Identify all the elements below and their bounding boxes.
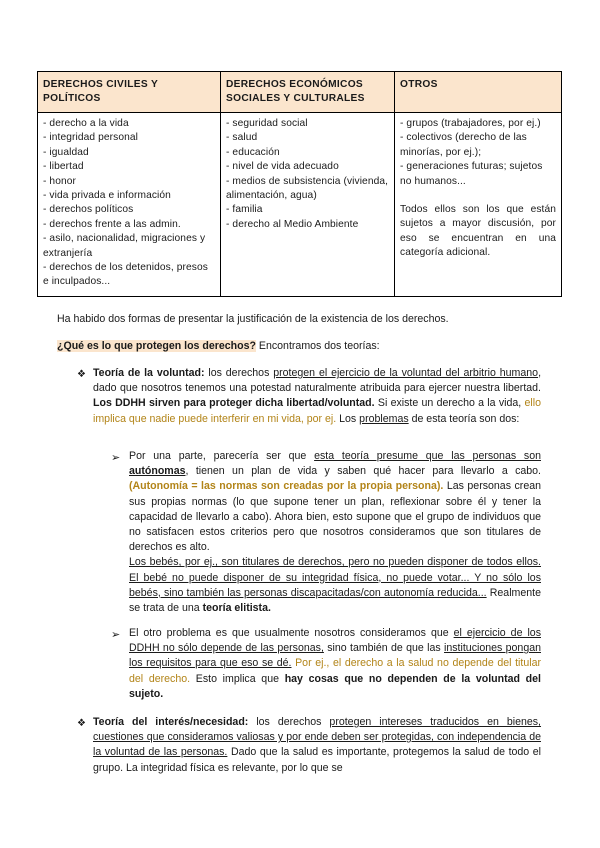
- list-item: - colectivos (derecho de las minorías, por ej.);: [400, 132, 527, 158]
- text-run: Los bebés, por ej., son titulares de derechos, pero no pueden disponer de todos ellos. El bebé no puede disponer de su integridad física, no puede votar... Y no sólo los bebés, sino también las personas discapacitadas/con autonomía reducida...: [129, 556, 541, 599]
- sub-point-autonomia: [129, 449, 541, 616]
- text-run: de esta teoría son dos:: [408, 412, 520, 425]
- text-run: protegen intereses traducidos en bienes, cuestiones que consideramos valiosas y por ende deben ser protegidas, con independencia de la voluntad de las personas.: [93, 716, 542, 759]
- list-item: - derechos políticos: [43, 204, 134, 216]
- list-item: - derechos frente a las admin.: [43, 218, 181, 230]
- list-item: - vida privada e información: [43, 190, 171, 202]
- intro-paragraph: Ha habido dos formas de presentar la justificación de la existencia de los derechos.: [57, 313, 449, 325]
- otros-note: Todos ellos son los que están sujetos a mayor discusión, por eso se encuentran en una categoría adicional.: [400, 204, 556, 259]
- text-run: el ejercicio de los DDHH no sólo depende de las personas,: [129, 627, 541, 655]
- list-item: - honor: [43, 175, 76, 187]
- interes-title: Teoría del interés/necesidad:: [93, 716, 249, 728]
- col-civiles: [38, 113, 221, 297]
- list-item: - medios de subsistencia (vivienda, alimentación, agua): [226, 175, 389, 202]
- list-item: - nivel de vida adecuado: [226, 161, 339, 173]
- text-run: Los: [336, 412, 360, 425]
- text-run: ello implica que nadie puede interferir en mi vida, por ej.: [93, 397, 541, 425]
- text-run: instituciones pongan los requisitos para que eso se dé.: [129, 642, 541, 670]
- list-item: - seguridad social: [226, 118, 308, 129]
- text-run: hay cosas que no dependen de la voluntad del sujeto.: [129, 672, 541, 700]
- header-civiles: DERECHOS CIVILES Y POLÍTICOS: [38, 72, 221, 113]
- rights-table: [37, 71, 562, 297]
- list-item: - generaciones futuras; sujetos no humanos...: [400, 161, 543, 187]
- header-otros: OTROS: [395, 72, 562, 113]
- arrow-bullet-icon: ➢: [111, 629, 121, 641]
- question-highlight: ¿Qué es lo que protegen los derechos?: [57, 340, 256, 352]
- table-header-row: [38, 72, 562, 113]
- arrow-bullet-icon: ➢: [111, 452, 121, 464]
- diamond-bullet-icon: ❖: [77, 369, 86, 380]
- col-economicos: [221, 113, 395, 297]
- text-run: Si existe un derecho a la vida,: [374, 397, 525, 410]
- list-item: - grupos (trabajadores, por ej.): [400, 118, 541, 129]
- header-economicos: DERECHOS ECONÓMICOS SOCIALES Y CULTURALES: [221, 72, 395, 113]
- list-item: - libertad: [43, 161, 84, 173]
- text-run: problemas: [359, 412, 409, 425]
- text-run: , tienen un plan de vida y saben qué hacer para llevarlo a cabo.: [185, 465, 541, 478]
- text-run: esta teoría presume que las personas son: [314, 450, 541, 462]
- text-run: protegen el ejercicio de la voluntad del arbitrio humano: [273, 367, 539, 379]
- text-run: Por ej., el derecho a la salud no depende del titular del derecho.: [129, 657, 541, 685]
- text-run: los derechos: [204, 367, 274, 379]
- list-item: - familia: [226, 204, 263, 216]
- text-run: Dado que la salud es importante, protegemos la salud de todo el grupo. La integridad física es relevante, por lo que se: [93, 746, 541, 774]
- diamond-bullet-icon: ❖: [77, 718, 86, 729]
- text-run: Esto implica que: [190, 672, 285, 685]
- list-item: - salud: [226, 132, 258, 144]
- text-run: El otro problema es que usualmente nosotros consideramos que: [129, 627, 454, 639]
- voluntad-paragraph: [93, 366, 541, 427]
- question-line: [57, 340, 380, 352]
- text-run: sino también de que las: [323, 642, 445, 655]
- text-run: Las personas crean sus propias normas (lo que supone tener un plan, reflexionar sobre él y tener la capacidad de llevarlo a cabo). Ahora bien, esto supone que el grupo de individuos que no satisfacen estos criterios pero que nosotros consideramos que son titulares de derechos es alto.: [129, 480, 541, 554]
- list-item: - derecho a la vida: [43, 118, 129, 129]
- text-run: Por una parte, parecería ser que: [129, 450, 315, 462]
- question-rest: Encontramos dos teorías:: [255, 340, 380, 352]
- list-item: - derechos de los detenidos, presos e inculpados...: [43, 262, 208, 288]
- text-run: los derechos: [248, 716, 330, 728]
- list-item: - igualdad: [43, 146, 89, 158]
- text-run: Realmente se trata de una: [129, 586, 541, 615]
- text-run: (Autonomía = las normas son creadas por la propia persona).: [129, 480, 444, 493]
- list-item: - educación: [226, 146, 280, 158]
- text-run: autónomas: [129, 465, 186, 478]
- interes-paragraph: [93, 715, 541, 776]
- sub-point-instituciones: [129, 626, 541, 702]
- list-item: - derecho al Medio Ambiente: [226, 218, 359, 230]
- list-item: - asilo, nacionalidad, migraciones y extranjería: [43, 233, 206, 259]
- col-otros: [395, 113, 562, 297]
- text-run: teoría elitista.: [202, 602, 271, 615]
- text-run: Los DDHH sirven para proteger dicha libertad/voluntad.: [93, 397, 375, 410]
- table-row: [38, 113, 562, 297]
- list-item: - integridad personal: [43, 132, 138, 144]
- voluntad-title: Teoría de la voluntad:: [93, 367, 205, 379]
- text-run: , dado que nosotros tenemos una potestad naturalmente atribuida para ejercer nuestra libertad.: [93, 367, 542, 395]
